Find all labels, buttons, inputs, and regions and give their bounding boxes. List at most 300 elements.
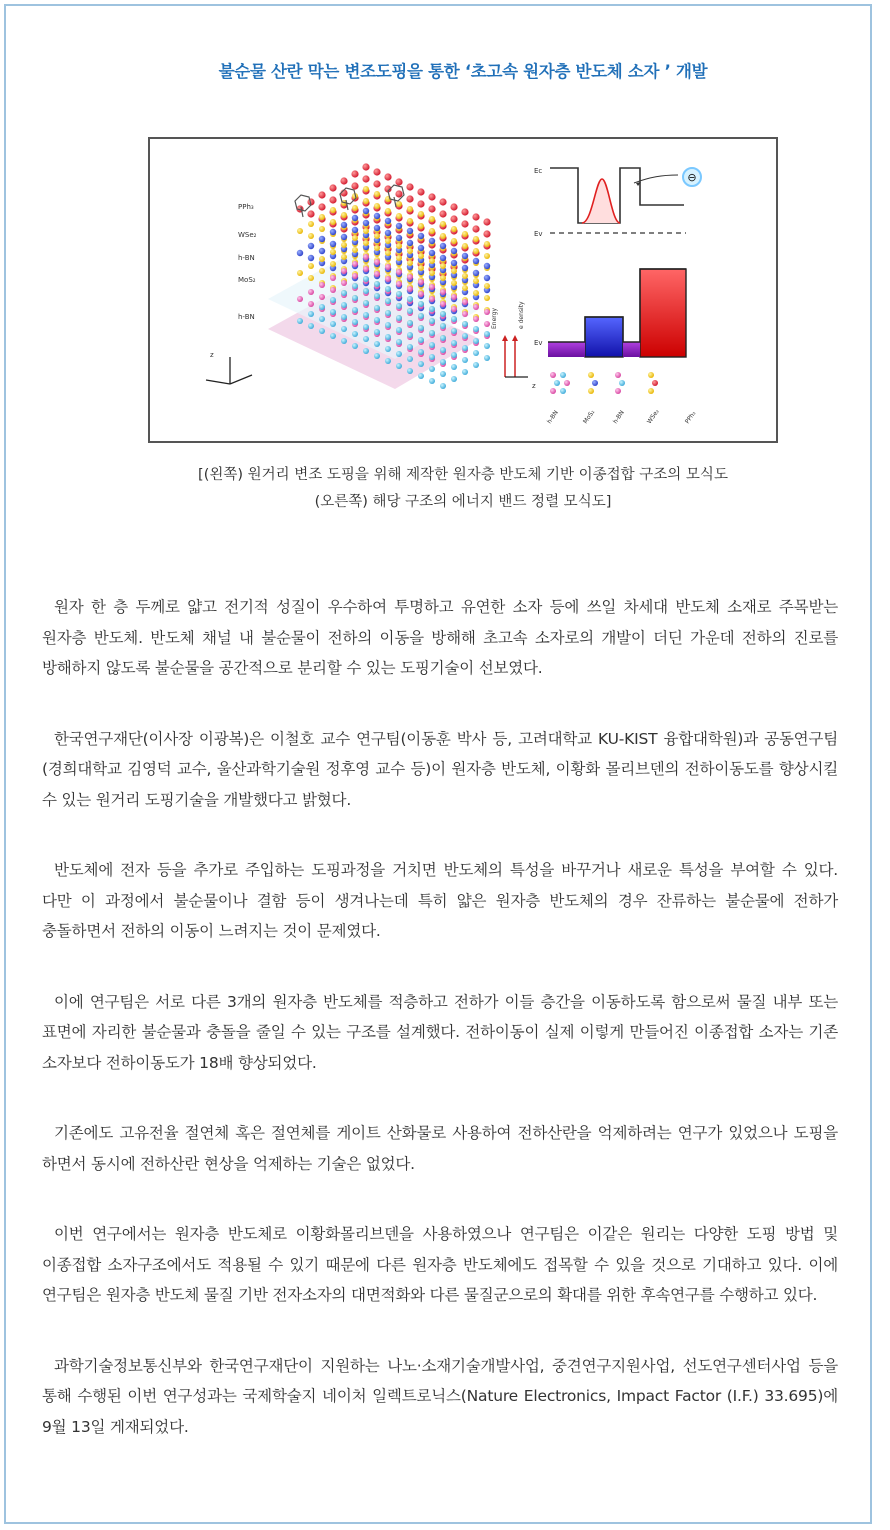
lattice-atom (462, 299, 468, 305)
lattice-atom (374, 329, 380, 335)
lattice-atom (319, 304, 325, 310)
lattice-atom (396, 315, 402, 321)
lattice-atom (374, 213, 380, 219)
lattice-atom (418, 211, 424, 217)
lattice-atom (319, 214, 325, 220)
lattice-atom (351, 182, 358, 189)
lattice-atom (374, 341, 380, 347)
row-atom (588, 388, 594, 394)
electron-symbol: ⊖ (687, 171, 697, 184)
lattice-atom (440, 383, 446, 389)
bottom-label-pph3: PPh₃ (683, 410, 698, 426)
lattice-atom (374, 281, 380, 287)
lattice-atom (363, 312, 369, 318)
row-atom (615, 388, 621, 394)
lattice-atom (352, 205, 358, 211)
lattice-atom (429, 296, 435, 302)
lattice-atom (440, 371, 446, 377)
paragraph: 반도체에 전자 등을 추가로 주입하는 도핑과정을 거치면 반도체의 특성을 바꾸거나 새로운 특성을 부여할 수 있다. 다만 이 과정에서 불순물이나 결함 등이 생겨나는데 특히 얇은 원자층 반도체의 경우 잔류하는 불순물에 전하가 충돌하면서 전하의 이동이 느려지는 것이 문제였다. (42, 861, 838, 940)
lattice-atom (473, 258, 479, 264)
lattice-atom (473, 338, 479, 344)
heterostructure-illustration (206, 163, 491, 389)
lattice-atom (429, 228, 435, 234)
layer-label-hbn-bottom: h-BN (238, 313, 255, 321)
lattice-atom (341, 280, 347, 286)
z-axis-label: z (532, 382, 536, 390)
lattice-atom (451, 280, 457, 286)
lattice-atom (308, 221, 314, 227)
lattice-atom (484, 309, 490, 315)
lattice-atom (473, 236, 479, 242)
lattice-atom (385, 230, 391, 236)
lattice-atom (472, 225, 479, 232)
lattice-atom (352, 319, 358, 325)
lattice-atom (396, 351, 402, 357)
lattice-atom (395, 190, 402, 197)
lattice-atom (429, 330, 435, 336)
lattice-atom (363, 208, 369, 214)
lattice-atom (407, 218, 413, 224)
lattice-atom (462, 369, 468, 375)
lattice-atom (440, 233, 446, 239)
lattice-atom (297, 228, 303, 234)
lattice-atom (484, 253, 490, 259)
lattice-atom (308, 243, 314, 249)
lattice-atom (330, 321, 336, 327)
lattice-atom (363, 276, 369, 282)
lattice-atom (462, 321, 468, 327)
row-atom (648, 388, 654, 394)
lattice-atom (440, 301, 446, 307)
lattice-atom (418, 349, 424, 355)
lattice-atom (407, 240, 413, 246)
lattice-atom (330, 333, 336, 339)
lattice-atom (429, 366, 435, 372)
lattice-atom (374, 225, 380, 231)
lattice-atom (429, 258, 435, 264)
caption-line-1: [(왼쪽) 원거리 변조 도핑을 위해 제작한 원자층 반도체 기반 이종접합 구조의 모식도 (198, 467, 728, 483)
lattice-atom (451, 260, 457, 266)
lattice-atom (352, 273, 358, 279)
lattice-atom (473, 304, 479, 310)
lattice-atom (352, 307, 358, 313)
energy-axis-label: Energy (491, 307, 498, 329)
band-diagram-bottom (491, 269, 698, 425)
lattice-atom (417, 200, 424, 207)
lattice-atom (462, 333, 468, 339)
lattice-atom (385, 286, 391, 292)
lattice-atom (484, 263, 490, 269)
lattice-atom (451, 248, 457, 254)
lattice-atom (418, 233, 424, 239)
lattice-atom (396, 281, 402, 287)
lattice-atom (473, 316, 479, 322)
lattice-atom (440, 311, 446, 317)
lattice-atom (462, 243, 468, 249)
lattice-atom (341, 212, 347, 218)
lattice-atom (429, 250, 435, 256)
lattice-atom (396, 235, 402, 241)
row-atom (619, 380, 625, 386)
lattice-atom (429, 216, 435, 222)
lattice-atom (440, 347, 446, 353)
lattice-atom (451, 306, 457, 312)
lattice-atom (451, 268, 457, 274)
lattice-atom (329, 196, 336, 203)
lattice-atom (429, 318, 435, 324)
lattice-atom (385, 250, 391, 256)
ev2-label: Ev (534, 339, 543, 347)
lattice-atom (439, 210, 446, 217)
lattice-atom (462, 285, 468, 291)
lattice-atom (341, 314, 347, 320)
density-axis-label: e density (518, 301, 525, 329)
paragraph: 한국연구재단(이사장 이광복)은 이철호 교수 연구팀(이동훈 박사 등, 고려대학교 KU-KIST 융합대학원)과 공동연구팀(경희대학교 김영덕 교수, 울산과학기술원 정후영 교수 등)이 원자층 반도체, 이황화 몰리브덴의 전하이동도를 향상시킬 수 있는 원거리 도핑기술을 개발했다고 밝혔다. (42, 729, 838, 809)
lattice-atom (440, 263, 446, 269)
lattice-atom (484, 355, 490, 361)
caption-line-2: (오른쪽) 해당 구조의 에너지 밴드 정렬 모식도] (314, 494, 612, 510)
paragraph: 이에 연구팀은 서로 다른 3개의 원자층 반도체를 적층하고 전하가 이들 층간을 이동하도록 함으로써 물질 내부 또는 표면에 자리한 불순물과 충돌을 줄일 수 있는 구조를 설계했다. 전하이동이 실제 이렇게 만들어진 이종접합 소자는 기존 소자보다 전하이동도가 18배 향상되었다. (42, 992, 838, 1072)
lattice-atom (462, 253, 468, 259)
lattice-atom (407, 356, 413, 362)
lattice-atom (451, 376, 457, 382)
lattice-atom (319, 316, 325, 322)
lattice-atom (429, 270, 435, 276)
lattice-atom (440, 359, 446, 365)
lattice-atom (396, 339, 402, 345)
lattice-atom (362, 163, 369, 170)
lattice-atom (363, 186, 369, 192)
lattice-atom (396, 243, 402, 249)
lattice-atom (297, 318, 303, 324)
lattice-atom (484, 321, 490, 327)
bottom-label-hbn-2: h-BN (611, 409, 626, 426)
lattice-atom (341, 268, 347, 274)
lattice-atom (363, 220, 369, 226)
lattice-atom (406, 195, 413, 202)
research-figure (148, 137, 778, 443)
lattice-atom (330, 207, 336, 213)
lattice-atom (363, 324, 369, 330)
lattice-atom (385, 322, 391, 328)
lattice-atom (385, 276, 391, 282)
lattice-atom (374, 293, 380, 299)
lattice-atom (440, 323, 446, 329)
lattice-atom (418, 245, 424, 251)
article-title: 불순물 산란 막는 변조도핑을 통한 ‘초고속 원자층 반도체 소자 ’ 개발 (218, 62, 708, 81)
lattice-atom (352, 227, 358, 233)
lattice-atom (297, 270, 303, 276)
layer-label-hbn-top: h-BN (238, 254, 255, 262)
row-atom (550, 372, 556, 378)
row-atom (560, 388, 566, 394)
lattice-atom (308, 323, 314, 329)
lattice-atom (319, 248, 325, 254)
lattice-atom (473, 362, 479, 368)
lattice-atom (450, 203, 457, 210)
lattice-atom (418, 361, 424, 367)
lattice-atom (351, 170, 358, 177)
lattice-atom (451, 340, 457, 346)
lattice-atom (483, 230, 490, 237)
bottom-label-wse2: WSe₂ (645, 408, 661, 426)
lattice-atom (363, 228, 369, 234)
lattice-atom (473, 326, 479, 332)
lattice-atom (319, 328, 325, 334)
lattice-atom (352, 295, 358, 301)
lattice-atom (307, 210, 314, 217)
lattice-atom (462, 231, 468, 237)
lattice-atom (418, 325, 424, 331)
lattice-atom (407, 248, 413, 254)
row-atom (588, 372, 594, 378)
lattice-atom (406, 183, 413, 190)
lattice-atom (395, 178, 402, 185)
lattice-atom (319, 282, 325, 288)
lattice-atom (308, 301, 314, 307)
lattice-atom (407, 296, 413, 302)
lattice-atom (374, 259, 380, 265)
lattice-atom (473, 248, 479, 254)
lattice-atom (407, 228, 413, 234)
lattice-atom (462, 265, 468, 271)
lattice-atom (418, 223, 424, 229)
lattice-atom (451, 316, 457, 322)
lattice-atom (352, 343, 358, 349)
lattice-atom (374, 305, 380, 311)
lattice-atom (341, 302, 347, 308)
lattice-atom (439, 198, 446, 205)
lattice-atom (473, 290, 479, 296)
lattice-atom (429, 284, 435, 290)
paragraph: 기존에도 고유전율 절연체 혹은 절연체를 게이트 산화물로 사용하여 전하산란을 억제하려는 연구가 있었으나 도핑을 하면서 동시에 전하산란 현상을 억제하는 기술은 없었다. (42, 1124, 838, 1173)
lattice-atom (330, 229, 336, 235)
lattice-atom (484, 241, 490, 247)
lattice-atom (429, 306, 435, 312)
layer-label-wse2: WSe₂ (238, 231, 257, 239)
lattice-atom (385, 218, 391, 224)
lattice-atom (374, 233, 380, 239)
lattice-atom (352, 283, 358, 289)
lattice-atom (385, 334, 391, 340)
layer-label-mos2: MoS₂ (238, 276, 256, 284)
lattice-atom (330, 297, 336, 303)
lattice-atom (440, 335, 446, 341)
lattice-atom (308, 289, 314, 295)
lattice-atom (462, 345, 468, 351)
lattice-atom (483, 218, 490, 225)
lattice-atom (429, 354, 435, 360)
lattice-atom (308, 275, 314, 281)
lattice-atom (330, 261, 336, 267)
lattice-atom (418, 373, 424, 379)
lattice-atom (374, 353, 380, 359)
lattice-atom (462, 273, 468, 279)
lattice-atom (396, 223, 402, 229)
lattice-atom (330, 287, 336, 293)
lattice-atom (429, 378, 435, 384)
lattice-atom (461, 208, 468, 215)
lattice-atom (341, 222, 347, 228)
lattice-atom (451, 364, 457, 370)
lattice-atom (385, 298, 391, 304)
lattice-atom (484, 283, 490, 289)
lattice-atom (440, 289, 446, 295)
lattice-atom (407, 286, 413, 292)
lattice-atom (374, 271, 380, 277)
lattice-atom (396, 213, 402, 219)
lattice-atom (341, 242, 347, 248)
lattice-atom (407, 344, 413, 350)
lattice-atom (297, 296, 303, 302)
lattice-atom (329, 184, 336, 191)
lattice-atom (352, 235, 358, 241)
lattice-atom (363, 336, 369, 342)
lattice-atom (396, 363, 402, 369)
lattice-atom (418, 301, 424, 307)
lattice-atom (396, 201, 402, 207)
paragraph: 원자 한 층 두께로 얇고 전기적 성질이 우수하여 투명하고 유연한 소자 등에 쓰일 차세대 반도체 소재로 주목받는 원자층 반도체. 반도체 채널 내 불순물이 전하의 이동을 방해해 초고속 소자로의 개발이 더딘 가운데 전하의 진로를 방해하지 않도록 불순물을 공간적으로 분리할 수 있는 도핑기술이 선보였다. (42, 598, 838, 677)
lattice-atom (440, 243, 446, 249)
lattice-atom (319, 256, 325, 262)
lattice-atom (363, 288, 369, 294)
lattice-atom (363, 348, 369, 354)
lattice-atom (373, 180, 380, 187)
lattice-atom (385, 346, 391, 352)
bottom-label-hbn-1: h-BN (545, 409, 560, 426)
lattice-atom (396, 327, 402, 333)
lattice-atom (319, 294, 325, 300)
lattice-atom (451, 238, 457, 244)
lattice-atom (407, 206, 413, 212)
lattice-atom (429, 238, 435, 244)
lattice-atom (330, 219, 336, 225)
lattice-atom (384, 173, 391, 180)
paragraph: 이번 연구에서는 원자층 반도체로 이황화몰리브덴을 사용하였으나 연구팀은 이같은 원리는 다양한 도핑 방법 및 이종접합 소자구조에서도 적용될 수 있기 때문에 다른 원자층 반도체에도 접목할 수 있을 것으로 기대하고 있다. 이에 연구팀은 원자층 반도체 물질 기반 전자소자의 대면적화와 다른 물질군으로의 확대를 위한 후속연구를 수행하고 있다. (42, 1225, 838, 1304)
lattice-atom (352, 247, 358, 253)
lattice-atom (451, 294, 457, 300)
ec-label: Ec (534, 167, 543, 175)
lattice-atom (407, 274, 413, 280)
paragraph: 과학기술정보통신부와 한국연구재단이 지원하는 나노·소재기술개발사업, 중견연구지원사업, 선도연구센터사업 등을 통해 수행된 이번 연구성과는 국제학술지 네이처 일렉트로닉스(Nature Electronics, Impact Factor (I.F.) 33.695)에 9월 13일 게재되었다. (42, 1356, 838, 1436)
axis-z-label: z (210, 351, 214, 359)
lattice-atom (319, 268, 325, 274)
lattice-atom (363, 254, 369, 260)
lattice-atom (450, 215, 457, 222)
lattice-atom (385, 208, 391, 214)
band-diagram-top (534, 167, 701, 238)
lattice-atom (473, 278, 479, 284)
lattice-atom (341, 326, 347, 332)
lattice-atom (385, 310, 391, 316)
lattice-atom (407, 308, 413, 314)
lattice-atom (418, 253, 424, 259)
lattice-atom (407, 260, 413, 266)
lattice-atom (407, 332, 413, 338)
lattice-atom (396, 255, 402, 261)
row-atom (564, 380, 570, 386)
lattice-atom (374, 245, 380, 251)
row-atom (560, 372, 566, 378)
lattice-atom (484, 295, 490, 301)
lattice-atom (330, 249, 336, 255)
lattice-atom (451, 352, 457, 358)
lattice-atom (451, 328, 457, 334)
lattice-atom (407, 368, 413, 374)
row-atom (554, 380, 560, 386)
lattice-atom (418, 279, 424, 285)
ev-label: Ev (534, 230, 543, 238)
layer-label-pph3: PPh₃ (238, 203, 254, 211)
lattice-atom (396, 269, 402, 275)
lattice-atom (451, 226, 457, 232)
lattice-atom (318, 191, 325, 198)
lattice-atom (330, 309, 336, 315)
lattice-atom (407, 320, 413, 326)
lattice-atom (484, 343, 490, 349)
row-atom (592, 380, 598, 386)
lattice-atom (462, 357, 468, 363)
lattice-atom (385, 358, 391, 364)
figure-caption (0, 462, 890, 516)
lattice-atom (363, 240, 369, 246)
lattice-atom (308, 263, 314, 269)
lattice-atom (428, 193, 435, 200)
lattice-atom (352, 331, 358, 337)
lattice-atom (330, 241, 336, 247)
lattice-atom (440, 255, 446, 261)
lattice-atom (418, 313, 424, 319)
lattice-atom (396, 291, 402, 297)
lattice-atom (363, 198, 369, 204)
lattice-atom (484, 331, 490, 337)
bottom-label-mos2: MoS₂ (581, 408, 597, 426)
row-atom (652, 380, 658, 386)
lattice-atom (473, 270, 479, 276)
lattice-atom (330, 275, 336, 281)
lattice-atom (440, 221, 446, 227)
lattice-atom (341, 234, 347, 240)
lattice-atom (418, 291, 424, 297)
lattice-atom (297, 250, 303, 256)
lattice-atom (440, 275, 446, 281)
row-atom (648, 372, 654, 378)
lattice-atom (428, 205, 435, 212)
lattice-atom (418, 337, 424, 343)
lattice-atom (461, 220, 468, 227)
lattice-atom (352, 215, 358, 221)
lattice-atom (308, 255, 314, 261)
lattice-atom (374, 191, 380, 197)
lattice-atom (341, 338, 347, 344)
lattice-atom (363, 266, 369, 272)
lattice-atom (319, 236, 325, 242)
lattice-atom (352, 261, 358, 267)
lattice-atom (374, 203, 380, 209)
row-atom (550, 388, 556, 394)
lattice-atom (373, 168, 380, 175)
lattice-atom (429, 342, 435, 348)
lattice-atom (341, 254, 347, 260)
lattice-atom (341, 290, 347, 296)
lattice-atom (472, 213, 479, 220)
row-atom (615, 372, 621, 378)
lattice-atom (417, 188, 424, 195)
lattice-atom (462, 311, 468, 317)
lattice-atom (308, 311, 314, 317)
lattice-atom (362, 175, 369, 182)
lattice-atom (473, 350, 479, 356)
